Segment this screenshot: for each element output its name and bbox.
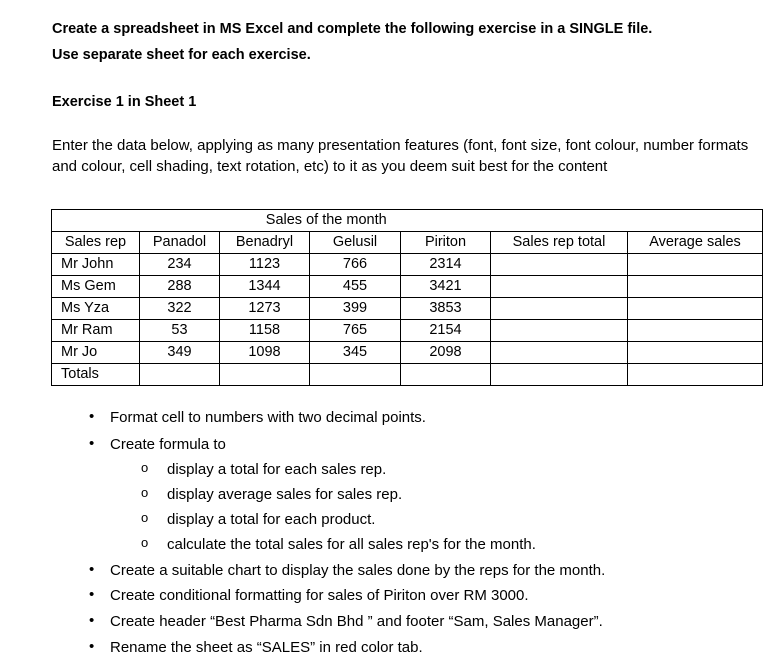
- sub-list-item: display average sales for sales rep.: [167, 486, 403, 503]
- cell-panadol: 234: [140, 254, 220, 276]
- cell-piriton: 3421: [401, 276, 491, 298]
- cell-sales-rep-total: [491, 320, 628, 342]
- cell-gelusil: 399: [310, 298, 401, 320]
- cell-panadol: 53: [140, 320, 220, 342]
- heading-line-1: Create a spreadsheet in MS Excel and complete the following exercise in a SINGLE file.: [52, 21, 653, 37]
- cell-totals-label: Totals: [52, 364, 140, 386]
- sub-list-item: display a total for each sales rep.: [167, 461, 387, 478]
- group-title: Sales of the month: [140, 210, 763, 232]
- instructions-paragraph: Enter the data below, applying as many presentation features (font, font size, font colour, number formats and colour, cell shading, text rotation, etc) to it as you deem suit best for the content: [52, 137, 749, 175]
- cell-gelusil: 345: [310, 342, 401, 364]
- cell-average-sales: [628, 254, 763, 276]
- table-header-row: [52, 232, 763, 254]
- cell-average-sales: [628, 320, 763, 342]
- cell-total-average-sales: [628, 364, 763, 386]
- cell-panadol: 288: [140, 276, 220, 298]
- list-item: Create formula to: [110, 436, 226, 453]
- sub-bullet-icon: o: [141, 535, 149, 550]
- cell-sales-rep-total: [491, 254, 628, 276]
- header-gelusil: Gelusil: [310, 232, 401, 254]
- cell-rep: Ms Yza: [52, 298, 140, 320]
- cell-piriton: 2098: [401, 342, 491, 364]
- header-average-sales: Average sales: [628, 232, 763, 254]
- cell-benadryl: 1123: [220, 254, 310, 276]
- list-item: Create header “Best Pharma Sdn Bhd ” and footer “Sam, Sales Manager”.: [110, 613, 603, 630]
- sub-bullet-icon: o: [141, 510, 149, 525]
- table-row: [52, 298, 763, 320]
- header-sales-rep: Sales rep: [52, 232, 140, 254]
- cell-rep: Mr John: [52, 254, 140, 276]
- cell-total-benadryl: [220, 364, 310, 386]
- cell-piriton: 2154: [401, 320, 491, 342]
- bullet-icon: •: [89, 435, 95, 452]
- sub-list-item: display a total for each product.: [167, 511, 376, 528]
- cell-total-sales-rep-total: [491, 364, 628, 386]
- cell-average-sales: [628, 298, 763, 320]
- bullet-icon: •: [89, 638, 95, 655]
- cell-total-gelusil: [310, 364, 401, 386]
- table-row: [52, 320, 763, 342]
- bullet-icon: •: [89, 408, 95, 425]
- header-sales-rep-total: Sales rep total: [491, 232, 628, 254]
- header-benadryl: Benadryl: [220, 232, 310, 254]
- exercise-title: Exercise 1 in Sheet 1: [52, 94, 197, 110]
- cell-rep: Mr Ram: [52, 320, 140, 342]
- bullet-icon: •: [89, 561, 95, 578]
- cell-panadol: 322: [140, 298, 220, 320]
- cell-benadryl: 1344: [220, 276, 310, 298]
- cell-benadryl: 1098: [220, 342, 310, 364]
- list-item: Format cell to numbers with two decimal points.: [110, 409, 426, 426]
- cell-gelusil: 765: [310, 320, 401, 342]
- table-row: [52, 254, 763, 276]
- sub-bullet-icon: o: [141, 460, 149, 475]
- cell-rep: Mr Jo: [52, 342, 140, 364]
- sub-list-item: calculate the total sales for all sales rep's for the month.: [167, 536, 536, 553]
- cell-total-piriton: [401, 364, 491, 386]
- cell-sales-rep-total: [491, 276, 628, 298]
- cell-sales-rep-total: [491, 342, 628, 364]
- cell-benadryl: 1273: [220, 298, 310, 320]
- header-piriton: Piriton: [401, 232, 491, 254]
- cell-average-sales: [628, 276, 763, 298]
- table-totals-row: [52, 364, 763, 386]
- sales-table: [51, 209, 763, 386]
- cell-piriton: 2314: [401, 254, 491, 276]
- cell-rep: Ms Gem: [52, 276, 140, 298]
- sub-bullet-icon: o: [141, 485, 149, 500]
- cell-panadol: 349: [140, 342, 220, 364]
- table-row: [52, 276, 763, 298]
- bullet-icon: •: [89, 586, 95, 603]
- table-row: [52, 342, 763, 364]
- header-panadol: Panadol: [140, 232, 220, 254]
- cell-sales-rep-total: [491, 298, 628, 320]
- table-group-header-row: [52, 210, 763, 232]
- bullet-icon: •: [89, 612, 95, 629]
- cell-piriton: 3853: [401, 298, 491, 320]
- cell-benadryl: 1158: [220, 320, 310, 342]
- cell-total-panadol: [140, 364, 220, 386]
- cell-average-sales: [628, 342, 763, 364]
- list-item: Create conditional formatting for sales of Piriton over RM 3000.: [110, 587, 529, 604]
- list-item: Rename the sheet as “SALES” in red color tab.: [110, 639, 423, 656]
- cell-gelusil: 766: [310, 254, 401, 276]
- heading-line-2: Use separate sheet for each exercise.: [52, 47, 311, 63]
- list-item: Create a suitable chart to display the sales done by the reps for the month.: [110, 562, 606, 579]
- cell-gelusil: 455: [310, 276, 401, 298]
